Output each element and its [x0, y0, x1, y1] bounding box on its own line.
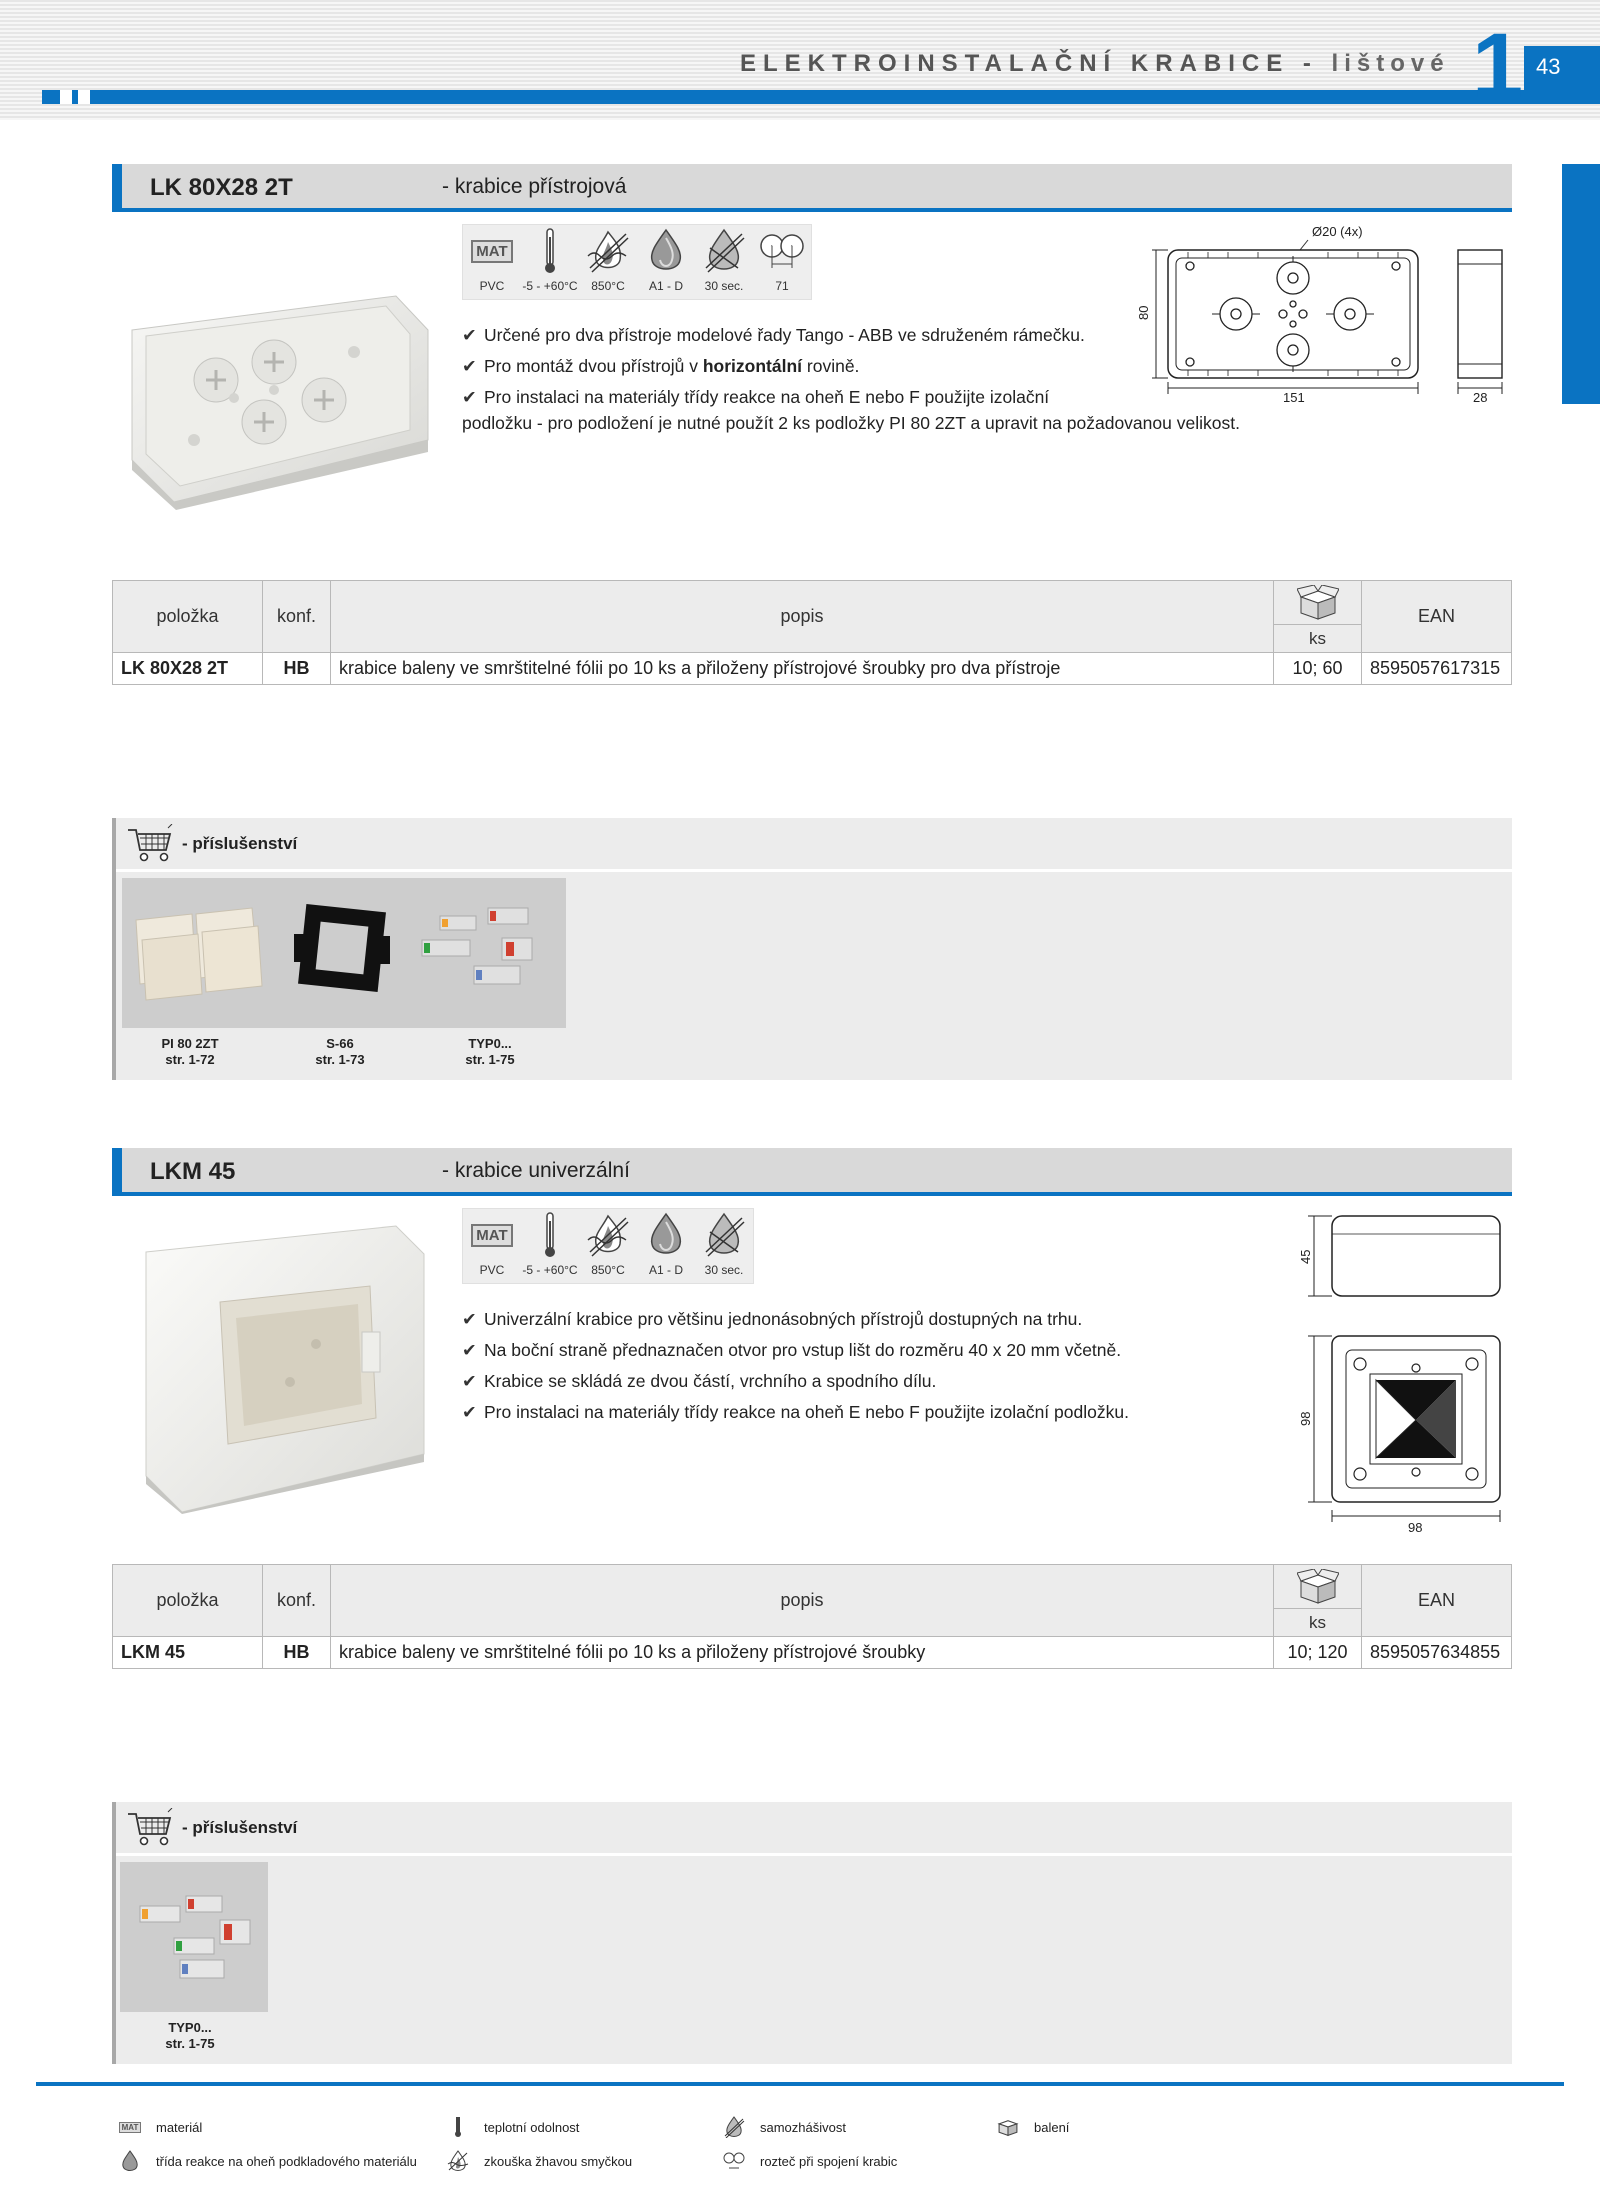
header-squares	[42, 90, 90, 104]
cell-description: krabice baleny ve smrštitelné fólii po 10 ks a přiloženy přístrojové šroubky pro dva přístroje	[331, 653, 1274, 685]
accessories-photo	[122, 878, 566, 1028]
glow-wire-icon	[586, 225, 630, 277]
product-description: - krabice univerzální	[442, 1159, 630, 1182]
accessories-header	[116, 1802, 1512, 1856]
accessories-title: - příslušenství	[182, 1818, 298, 1837]
svg-text:↑: ↑	[770, 244, 774, 251]
accessory-caption	[130, 2020, 250, 2052]
feature-item: ✔ Pro instalaci na materiály třídy reakce na oheň E nebo F použijte izolační	[462, 382, 1240, 413]
col-header-description: popis	[331, 1565, 1274, 1637]
width-dimension: 151	[1283, 390, 1305, 405]
header-rule	[42, 90, 1600, 104]
fire-class-label: A1 - D	[648, 279, 683, 293]
property-icon-strip	[462, 224, 812, 300]
thermometer-icon	[446, 2116, 470, 2138]
footer-rule	[36, 2082, 1564, 2086]
feature-item-continuation: podložku - pro podložení je nutné použít 2 ks podložky PI 80 2ZT a upravit na požadovanou velikost.	[462, 413, 1240, 433]
frame-photo	[294, 904, 390, 992]
legend-label: materiál	[156, 2119, 203, 2135]
check-icon: ✔	[462, 387, 477, 407]
col-header-config: konf.	[263, 581, 331, 653]
accessory-caption	[130, 1036, 250, 1068]
feature-item: ✔ Pro montáž dvou přístrojů v horizontální rovině.	[462, 351, 1240, 382]
product-features	[462, 320, 1240, 439]
glow-wire-icon	[586, 1209, 630, 1261]
accessory-name: PI 80 2ZT	[161, 1036, 219, 1051]
feature-item: ✔ Krabice se skládá ze dvou částí, vrchního a spodního dílu.	[462, 1366, 1129, 1397]
col-header-ean: EAN	[1362, 1565, 1512, 1637]
feature-item: ✔ Pro instalaci na materiály třídy reakce na oheň E nebo F použijte izolační podložku.	[462, 1397, 1129, 1428]
col-header-description: popis	[331, 581, 1274, 653]
drop-icon	[118, 2150, 142, 2172]
col-header-config: konf.	[263, 1565, 331, 1637]
cell-description: krabice baleny ve smrštitelné fólii po 10 ks a přiloženy přístrojové šroubky	[331, 1637, 1274, 1669]
thermometer-icon	[543, 1209, 557, 1261]
drop-icon	[646, 225, 686, 277]
cart-icon	[126, 824, 174, 864]
technical-drawing-lkm45	[1290, 1208, 1520, 1538]
product-table	[112, 580, 1512, 685]
accessory-caption	[430, 1036, 550, 1068]
self-extinguishing-cell	[695, 1209, 753, 1283]
check-icon: ✔	[462, 1309, 477, 1329]
header-title-main: ELEKTROINSTALAČNÍ KRABICE	[740, 50, 1290, 77]
accessory-name: S-66	[326, 1036, 354, 1051]
cell-config: HB	[263, 1637, 331, 1669]
box-icon	[1274, 1566, 1361, 1608]
legend-label: zkouška žhavou smyčkou	[484, 2153, 633, 2169]
package-icon-cell	[1274, 581, 1362, 625]
accessory-caption	[280, 1036, 400, 1068]
glow-wire-label: 850°C	[591, 1263, 625, 1277]
glow-wire-cell	[579, 225, 637, 299]
box-width-dimension: 98	[1408, 1520, 1423, 1535]
mat-icon: MAT	[118, 2116, 142, 2138]
fire-class-cell	[637, 225, 695, 299]
accessory-page: str. 1-75	[465, 1052, 515, 1067]
cell-item-code: LKM 45	[113, 1637, 263, 1669]
col-header-ean: EAN	[1362, 581, 1512, 653]
product-title-bar	[112, 164, 1512, 212]
chapter-number: 1	[1472, 15, 1524, 117]
legend-label: samozhášivost	[760, 2119, 846, 2135]
glow-wire-label: 850°C	[591, 279, 625, 293]
svg-text:↑: ↑	[790, 244, 794, 251]
height-dimension: 80	[1136, 305, 1151, 320]
product-features	[462, 1304, 1129, 1428]
self-extinguishing-label: 30 sec.	[704, 279, 744, 293]
glow-wire-cell	[579, 1209, 637, 1283]
accessory-name: TYP0...	[168, 2020, 212, 2035]
box-height-dimension: 45	[1298, 1249, 1313, 1264]
material-cell	[463, 1209, 521, 1283]
glow-wire-icon	[446, 2150, 470, 2172]
product-description: - krabice přístrojová	[442, 175, 627, 198]
spacing-label: 71	[775, 279, 789, 293]
feature-item: ✔ Univerzální krabice pro většinu jednonásobných přístrojů dostupných na trhu.	[462, 1304, 1129, 1335]
box-icon	[1274, 582, 1361, 624]
check-icon: ✔	[462, 1402, 477, 1422]
check-icon: ✔	[462, 325, 477, 345]
temperature-cell	[521, 1209, 579, 1283]
accessories-title: - příslušenství	[182, 834, 298, 853]
property-icon-strip	[462, 1208, 754, 1284]
mat-icon: MAT	[471, 240, 512, 263]
col-header-item: položka	[113, 581, 263, 653]
accessory-page: str. 1-72	[165, 1052, 215, 1067]
col-header-item: položka	[113, 1565, 263, 1637]
feature-item: ✔ Určené pro dva přístroje modelové řady Tango - ABB ve sdruženém rámečku.	[462, 320, 1240, 351]
hole-dimension: Ø20 (4x)	[1312, 224, 1363, 239]
chapter-side-tab	[1562, 164, 1600, 404]
cell-item-code: LK 80X28 2T	[113, 653, 263, 685]
page-header-title	[740, 50, 1450, 78]
side-dimension: 98	[1298, 1411, 1313, 1426]
legend-label: rozteč při spojení krabic	[760, 2153, 898, 2169]
header-title-separator: -	[1289, 50, 1332, 77]
check-icon: ✔	[462, 1340, 477, 1360]
self-extinguishing-icon	[702, 225, 746, 277]
spacing-icon	[759, 225, 805, 277]
cell-ean: 8595057617315	[1362, 653, 1512, 685]
header-title-sub: lištové	[1331, 50, 1450, 77]
product-code: LK 80X28 2T	[150, 174, 293, 201]
legend-label: třída reakce na oheň podkladového materiálu	[156, 2153, 417, 2169]
check-icon: ✔	[462, 356, 477, 376]
accessory-page: str. 1-73	[315, 1052, 365, 1067]
table-row	[113, 653, 1512, 685]
legend-label: teplotní odolnost	[484, 2119, 580, 2135]
cell-config: HB	[263, 653, 331, 685]
legend-item	[446, 2116, 579, 2138]
legend-item	[722, 2116, 846, 2138]
product-photo-lkm45	[140, 1222, 430, 1514]
temperature-label: -5 - +60°C	[522, 1263, 578, 1277]
technical-drawing-lk80x28	[1128, 220, 1518, 410]
legend-label: balení	[1034, 2119, 1070, 2135]
emphasis-text: horizontální	[702, 356, 803, 376]
accessory-page: str. 1-75	[165, 2036, 215, 2051]
drop-icon	[646, 1209, 686, 1261]
fire-class-cell	[637, 1209, 695, 1283]
mat-icon: MAT	[471, 1224, 512, 1247]
accessories-panel	[112, 818, 1512, 1080]
legend-item	[118, 2116, 202, 2138]
legend-item	[996, 2116, 1069, 2138]
legend-item	[446, 2150, 632, 2172]
cell-ean: 8595057634855	[1362, 1637, 1512, 1669]
product-photo-lk80x28	[124, 290, 434, 510]
check-icon: ✔	[462, 1371, 477, 1391]
material-cell	[463, 225, 521, 299]
product-title-bar	[112, 1148, 1512, 1196]
legend-item	[118, 2150, 417, 2172]
thermometer-icon	[543, 225, 557, 277]
fire-class-label: A1 - D	[648, 1263, 683, 1277]
product-table	[112, 1564, 1512, 1669]
temperature-cell	[521, 225, 579, 299]
self-extinguishing-icon	[702, 1209, 746, 1261]
accessories-header	[116, 818, 1512, 872]
accessory-name: TYP0...	[468, 1036, 512, 1051]
accessories-photo	[120, 1862, 268, 2012]
product-code: LKM 45	[150, 1158, 236, 1185]
material-label: PVC	[479, 279, 505, 293]
cell-quantity: 10; 60	[1274, 653, 1362, 685]
temperature-label: -5 - +60°C	[522, 279, 578, 293]
material-label: PVC	[479, 1263, 505, 1277]
self-extinguishing-icon	[722, 2116, 746, 2138]
box-icon	[996, 2116, 1020, 2138]
cart-icon	[126, 1808, 174, 1848]
legend-item	[722, 2150, 897, 2172]
feature-item: ✔ Na boční straně přednaznačen otvor pro vstup lišt do rozměru 40 x 20 mm včetně.	[462, 1335, 1129, 1366]
accessories-panel	[112, 1802, 1512, 2064]
spacing-cell	[753, 225, 811, 299]
table-row	[113, 1637, 1512, 1669]
col-header-quantity: ks	[1274, 625, 1362, 653]
self-extinguishing-cell	[695, 225, 753, 299]
spacing-icon	[722, 2150, 746, 2172]
self-extinguishing-label: 30 sec.	[704, 1263, 744, 1277]
pad-photo	[136, 908, 262, 1000]
page-number: 43	[1536, 54, 1561, 79]
col-header-quantity: ks	[1274, 1609, 1362, 1637]
package-icon-cell	[1274, 1565, 1362, 1609]
cell-quantity: 10; 120	[1274, 1637, 1362, 1669]
depth-dimension: 28	[1473, 390, 1488, 405]
